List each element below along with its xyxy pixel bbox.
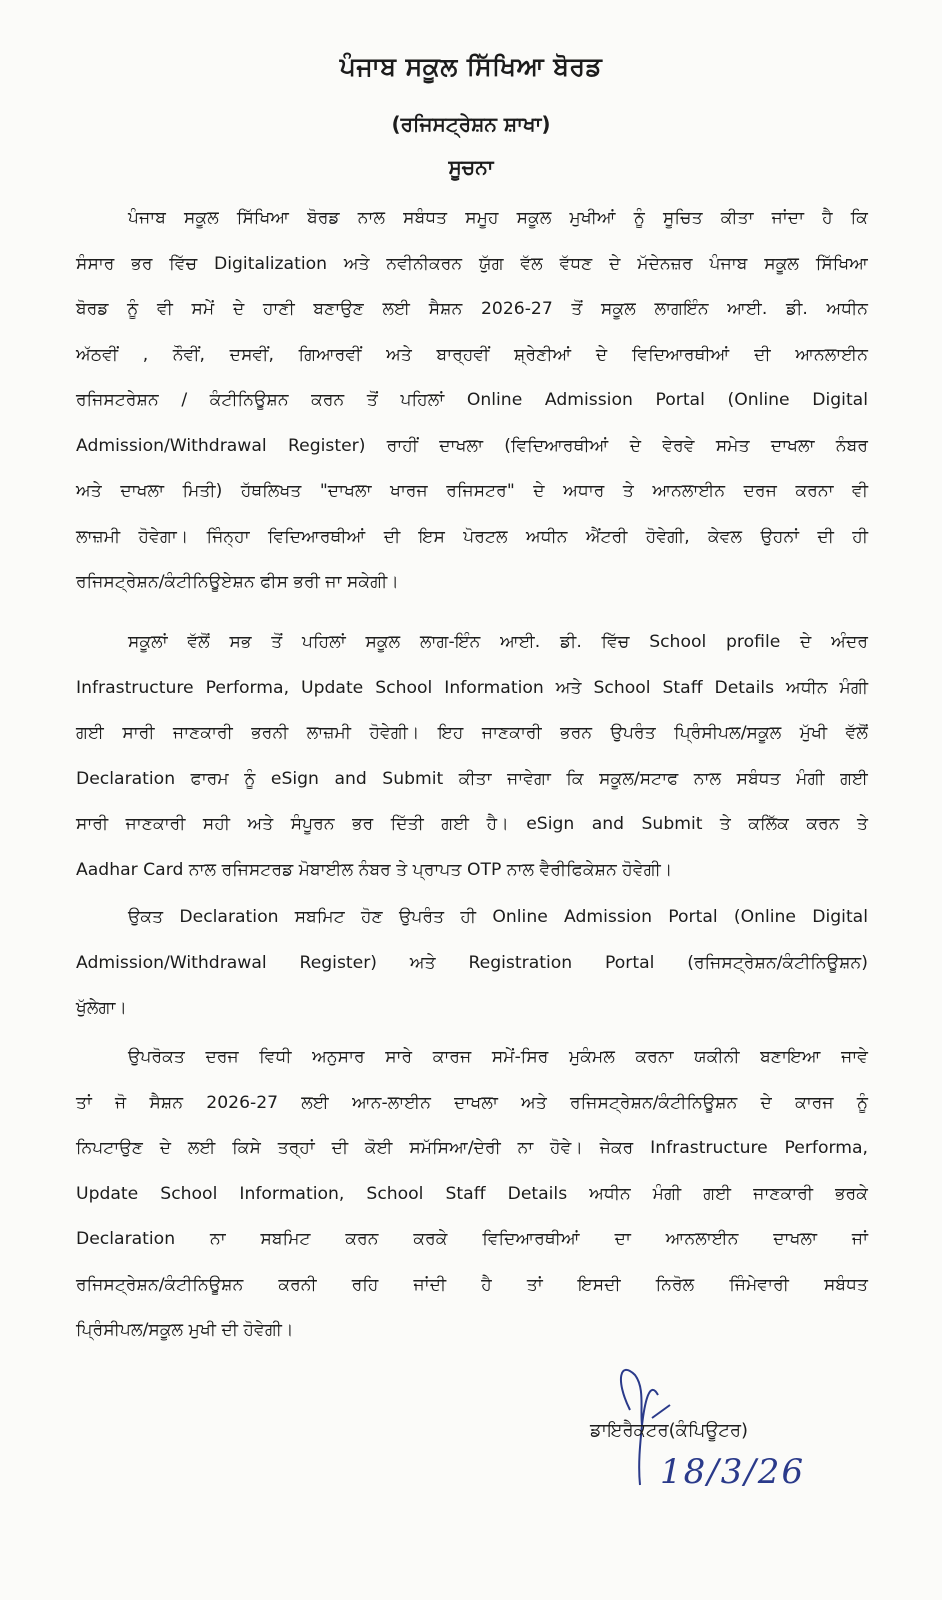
- text-line: ਉਪਰੋਕਤ ਦਰਜ ਵਿਧੀ ਅਨੁਸਾਰ ਸਾਰੇ ਕਾਰਜ ਸਮੇਂ-ਸਿਰ ਮੁਕੰਮਲ ਕਰਨਾ ਯਕੀਨੀ ਬਣਾਇਆ ਜਾਵੇ: [128, 1047, 868, 1067]
- text-line: ਪ੍ਰਿੰਸੀਪਲ/ਸਕੂਲ ਮੁਖੀ ਦੀ ਹੋਵੇਗੀ।: [76, 1320, 294, 1340]
- text-line: Infrastructure Performa, Update School Information ਅਤੇ School Staff Details ਅਧੀਨ ਮੰਗੀ: [76, 677, 868, 698]
- text-line: ਪੰਜਾਬ ਸਕੂਲ ਸਿੱਖਿਆ ਬੋਰਡ ਨਾਲ ਸਬੰਧਤ ਸਮੂਹ ਸਕੂਲ ਮੁਖੀਆਂ ਨੂੰ ਸੂਚਿਤ ਕੀਤਾ ਜਾਂਦਾ ਹੈ ਕਿ: [128, 208, 868, 228]
- text-line: Update School Information, School Staff Details ਅਧੀਨ ਮੰਗੀ ਗਈ ਜਾਣਕਾਰੀ ਭਰਕੇ: [76, 1183, 868, 1204]
- text-line: ਸੰਸਾਰ ਭਰ ਵਿੱਚ Digitalization ਅਤੇ ਨਵੀਨੀਕਰਨ ਯੁੱਗ ਵੱਲ ਵੱਧਣ ਦੇ ਮੱਦੇਨਜ਼ਰ ਪੰਜਾਬ ਸਕੂਲ ਸਿੱਖਿਆ: [76, 253, 868, 274]
- text-line: ਉਕਤ Declaration ਸਬਮਿਟ ਹੋਣ ਉਪਰੰਤ ਹੀ Online Admission Portal (Online Digital: [128, 907, 868, 927]
- paragraph-4: [76, 1035, 868, 1354]
- text-line: Admission/Withdrawal Register) ਰਾਹੀਂ ਦਾਖਲਾ (ਵਿਦਿਆਰਥੀਆਂ ਦੇ ਵੇਰਵੇ ਸਮੇਤ ਦਾਖਲਾ ਨੰਬਰ: [76, 435, 868, 456]
- text-line: ਅੱਠਵੀਂ , ਨੌਵੀਂ, ਦਸਵੀਂ, ਗਿਆਰਵੀਂ ਅਤੇ ਬਾਰ੍ਹਵੀਂ ਸ਼੍ਰੇਣੀਆਂ ਦੇ ਵਿਦਿਆਰਥੀਆਂ ਦੀ ਆਨਲਾਈਨ: [76, 344, 868, 365]
- text-line: ਸਾਰੀ ਜਾਣਕਾਰੀ ਸਹੀ ਅਤੇ ਸੰਪੂਰਨ ਭਰ ਦਿੱਤੀ ਗਈ ਹੈ। eSign and Submit ਤੇ ਕਲਿੱਕ ਕਰਨ ਤੇ: [76, 814, 868, 834]
- text-line: ਲਾਜ਼ਮੀ ਹੋਵੇਗਾ। ਜਿੰਨ੍ਹਾ ਵਿਦਿਆਰਥੀਆਂ ਦੀ ਇਸ ਪੋਰਟਲ ਅਧੀਨ ਐਂਟਰੀ ਹੋਵੇਗੀ, ਕੇਵਲ ਉਹਨਾਂ ਦੀ ਹੀ: [76, 526, 868, 547]
- text-line: Aadhar Card ਨਾਲ ਰਜਿਸਟਰਡ ਮੋਬਾਈਲ ਨੰਬਰ ਤੇ ਪ੍ਰਾਪਤ OTP ਨਾਲ ਵੈਰੀਫਿਕੇਸ਼ਨ ਹੋਵੇਗੀ।: [76, 859, 673, 880]
- paragraph-3: [76, 895, 868, 1032]
- text-line: ਖੁੱਲੇਗਾ।: [76, 998, 127, 1018]
- text-line: ਬੋਰਡ ਨੂੰ ਵੀ ਸਮੇਂ ਦੇ ਹਾਣੀ ਬਣਾਉਣ ਲਈ ਸੈਸ਼ਨ 2026-27 ਤੋਂ ਸਕੂਲ ਲਾਗਇੰਨ ਆਈ. ਡੀ. ਅਧੀਨ: [76, 299, 868, 319]
- text-line: ਰਜਿਸਟਰੇਸ਼ਨ / ਕੰਟੀਨਿਊਸ਼ਨ ਕਰਨ ਤੋਂ ਪਹਿਲਾਂ Online Admission Portal (Online Digital: [76, 390, 868, 410]
- paragraph-1: [76, 196, 868, 606]
- signature-date: 18/3/26: [660, 1452, 806, 1492]
- text-line: ਗਈ ਸਾਰੀ ਜਾਣਕਾਰੀ ਭਰਨੀ ਲਾਜ਼ਮੀ ਹੋਵੇਗੀ। ਇਹ ਜਾਣਕਾਰੀ ਭਰਨ ਉਪਰੰਤ ਪ੍ਰਿੰਸੀਪਲ/ਸਕੂਲ ਮੁੱਖੀ ਵੱਲੋਂ: [76, 723, 868, 743]
- text-line: ਤਾਂ ਜੋ ਸੈਸ਼ਨ 2026-27 ਲਈ ਆਨ-ਲਾਈਨ ਦਾਖਲਾ ਅਤੇ ਰਜਿਸਟ੍ਰੇਸ਼ਨ/ਕੰਟੀਨਿਊਸ਼ਨ ਦੇ ਕਾਰਜ ਨੂੰ: [76, 1092, 868, 1113]
- paragraph-2: [76, 620, 868, 893]
- text-line: Declaration ਨਾ ਸਬਮਿਟ ਕਰਨ ਕਰਕੇ ਵਿਦਿਆਰਥੀਆਂ ਦਾ ਆਨਲਾਈਨ ਦਾਖਲਾ ਜਾਂ: [76, 1229, 868, 1249]
- signature-block: [590, 1400, 890, 1520]
- text-line: ਰਜਿਸਟ੍ਰੇਸ਼ਨ/ਕੰਟੀਨਿਊਏਸ਼ਨ ਫੀਸ ਭਰੀ ਜਾ ਸਕੇਗੀ।: [76, 572, 399, 592]
- designation: ਡਾਇਰੈਕਟਰ(ਕੰਪਿਊਟਰ): [590, 1420, 749, 1441]
- notice-heading: ਸੂਚਨਾ: [448, 155, 494, 179]
- text-line: ਸਕੂਲਾਂ ਵੱਲੋਂ ਸਭ ਤੋਂ ਪਹਿਲਾਂ ਸਕੂਲ ਲਾਗ-ਇੰਨ ਆਈ. ਡੀ. ਵਿੱਚ School profile ਦੇ ਅੰਦਰ: [128, 632, 868, 652]
- text-line: ਨਿਪਟਾਉਣ ਦੇ ਲਈ ਕਿਸੇ ਤਰ੍ਹਾਂ ਦੀ ਕੋਈ ਸਮੱਸਿਆ/ਦੇਰੀ ਨਾ ਹੋਵੇ। ਜੇਕਰ Infrastructure Performa,: [76, 1138, 868, 1158]
- board-title: ਪੰਜਾਬ ਸਕੂਲ ਸਿੱਖਿਆ ਬੋਰਡ: [339, 52, 603, 81]
- branch-subtitle: (ਰਜਿਸਟ੍ਰੇਸ਼ਨ ਸ਼ਾਖਾ): [391, 112, 551, 136]
- text-line: ਰਜਿਸਟ੍ਰੇਸ਼ਨ/ਕੰਟੀਨਿਊਸ਼ਨ ਕਰਨੀ ਰਹਿ ਜਾਂਦੀ ਹੈ ਤਾਂ ਇਸਦੀ ਨਿਰੋਲ ਜਿੰਮੇਵਾਰੀ ਸਬੰਧਤ: [76, 1274, 868, 1295]
- text-line: ਅਤੇ ਦਾਖਲਾ ਮਿਤੀ) ਹੱਥਲਿਖਤ "ਦਾਖਲਾ ਖਾਰਜ ਰਜਿਸਟਰ" ਦੇ ਅਧਾਰ ਤੇ ਆਨਲਾਈਨ ਦਰਜ ਕਰਨਾ ਵੀ: [76, 481, 868, 501]
- text-line: Declaration ਫਾਰਮ ਨੂੰ eSign and Submit ਕੀਤਾ ਜਾਵੇਗਾ ਕਿ ਸਕੂਲ/ਸਟਾਫ ਨਾਲ ਸਬੰਧਤ ਮੰਗੀ ਗਈ: [76, 768, 868, 789]
- text-line: Admission/Withdrawal Register) ਅਤੇ Registration Portal (ਰਜਿਸਟ੍ਰੇਸ਼ਨ/ਕੰਟੀਨਿਊਸ਼ਨ): [76, 952, 868, 973]
